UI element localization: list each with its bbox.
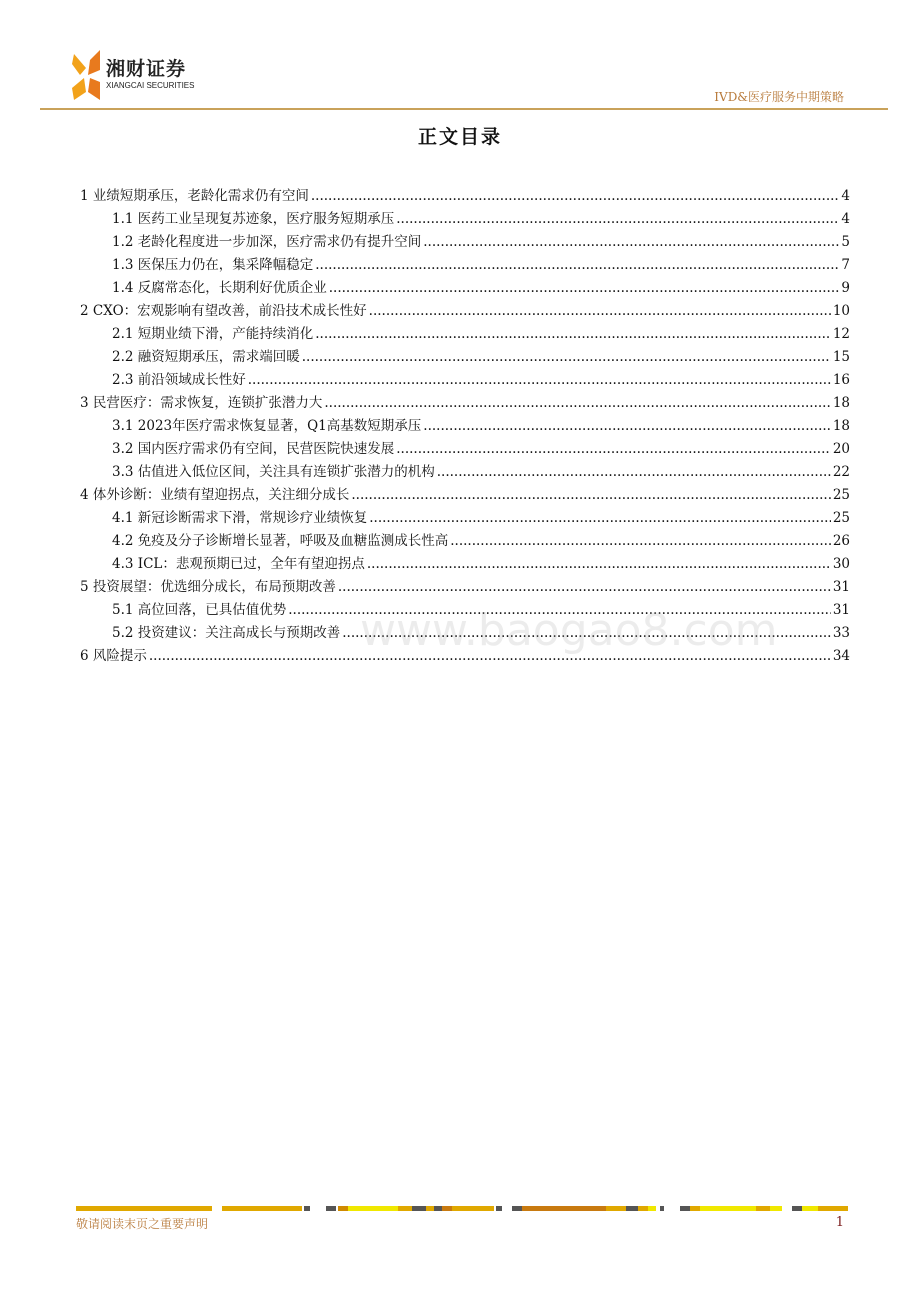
toc-entry[interactable]: [80, 184, 850, 207]
toc-leader-dots: [324, 395, 830, 411]
toc-leader-dots: [396, 441, 831, 457]
footer-decorative-bar: [76, 1206, 848, 1211]
toc-entry-page: 18: [832, 418, 850, 434]
toc-leader-dots: [369, 303, 831, 319]
toc-entry-label: 3.2 国内医疗需求仍有空间，民营医院快速发展: [112, 441, 395, 457]
toc-entry[interactable]: [80, 299, 850, 322]
toc-entry-page: 9: [841, 280, 850, 296]
toc-entry-page: 5: [841, 234, 850, 250]
toc-leader-dots: [369, 510, 831, 526]
page-number: 1: [835, 1215, 844, 1230]
toc-entry-page: 4: [841, 188, 850, 204]
toc-entry-label: 3.1 2023年医疗需求恢复显著，Q1高基数短期承压: [112, 418, 422, 434]
toc-entry[interactable]: [80, 552, 850, 575]
toc-entry-page: 33: [832, 625, 850, 641]
toc-entry[interactable]: [80, 529, 850, 552]
toc-entry[interactable]: [80, 391, 850, 414]
toc-entry-label: 2.3 前沿领域成长性好: [112, 372, 246, 388]
toc-leader-dots: [351, 487, 830, 503]
toc-entry-page: 10: [832, 303, 850, 319]
footer-disclaimer: 敬请阅读末页之重要声明: [76, 1217, 209, 1231]
toc-entry-label: 1 业绩短期承压，老龄化需求仍有空间: [80, 188, 309, 204]
toc-entry-label: 4.3 ICL：悲观预期已过，全年有望迎拐点: [112, 556, 365, 572]
toc-entry-page: 22: [832, 464, 850, 480]
toc-entry[interactable]: [80, 276, 850, 299]
toc-entry[interactable]: [80, 345, 850, 368]
toc-entry-label: 1.1 医药工业呈现复苏迹象，医疗服务短期承压: [112, 211, 395, 227]
toc-entry[interactable]: [80, 322, 850, 345]
page-title: 正文目录: [417, 126, 502, 148]
toc-leader-dots: [367, 556, 831, 572]
toc-entry-page: 26: [832, 533, 850, 549]
toc-entry-page: 12: [832, 326, 850, 342]
toc-entry[interactable]: [80, 575, 850, 598]
toc-entry-label: 3 民营医疗：需求恢复，连锁扩张潜力大: [80, 395, 323, 411]
toc-leader-dots: [423, 418, 831, 434]
toc-entry-page: 34: [832, 648, 850, 664]
toc-entry-label: 5.1 高位回落，已具估值优势: [112, 602, 287, 618]
toc-leader-dots: [450, 533, 831, 549]
logo-chinese-name: 湘财证券: [106, 58, 187, 80]
toc-entry-page: 20: [832, 441, 850, 457]
toc-entry-label: 2.1 短期业绩下滑，产能持续消化: [112, 326, 314, 342]
toc-entry[interactable]: [80, 506, 850, 529]
report-tag: IVD&医疗服务中期策略: [714, 90, 844, 104]
toc-leader-dots: [396, 211, 839, 227]
toc-entry-label: 5.2 投资建议：关注高成长与预期改善: [112, 625, 341, 641]
toc-leader-dots: [248, 372, 831, 388]
toc-entry-page: 31: [832, 602, 850, 618]
toc-entry[interactable]: [80, 414, 850, 437]
toc-entry-page: 4: [841, 211, 850, 227]
toc-entry-page: 30: [832, 556, 850, 572]
toc-entry-page: 25: [832, 510, 850, 526]
toc-entry-label: 1.2 老龄化程度进一步加深，医疗需求仍有提升空间: [112, 234, 422, 250]
toc-entry[interactable]: [80, 368, 850, 391]
toc-entry[interactable]: [80, 460, 850, 483]
toc-entry-label: 1.3 医保压力仍在，集采降幅稳定: [112, 257, 314, 273]
toc-entry-label: 3.3 估值进入低位区间，关注具有连锁扩张潜力的机构: [112, 464, 435, 480]
header-divider: [40, 108, 888, 110]
toc-entry-page: 25: [832, 487, 850, 503]
toc-entry-label: 2 CXO：宏观影响有望改善，前沿技术成长性好: [80, 303, 367, 319]
toc-entry-page: 16: [832, 372, 850, 388]
toc-leader-dots: [423, 234, 839, 250]
toc-leader-dots: [315, 326, 831, 342]
watermark: www.baogao8.com: [360, 605, 778, 656]
toc-entry-label: 1.4 反腐常态化，长期利好优质企业: [112, 280, 327, 296]
toc-entry-label: 4.2 免疫及分子诊断增长显著，呼吸及血糖监测成长性高: [112, 533, 449, 549]
toc-entry[interactable]: [80, 437, 850, 460]
toc-entry-page: 18: [832, 395, 850, 411]
toc-entry-label: 6 风险提示: [80, 648, 147, 664]
toc-entry[interactable]: [80, 483, 850, 506]
table-of-contents: [80, 184, 850, 667]
toc-entry-page: 31: [832, 579, 850, 595]
toc-entry-label: 5 投资展望：优选细分成长，布局预期改善: [80, 579, 336, 595]
toc-leader-dots: [338, 579, 831, 595]
toc-entry-label: 4.1 新冠诊断需求下滑，常规诊疗业绩恢复: [112, 510, 368, 526]
toc-leader-dots: [311, 188, 840, 204]
logo-mark-icon: [70, 48, 104, 102]
toc-entry-label: 2.2 融资短期承压，需求端回暖: [112, 349, 300, 365]
company-logo: [70, 48, 200, 102]
toc-entry[interactable]: [80, 230, 850, 253]
logo-english-name: XIANGCAI SECURITIES: [106, 81, 195, 90]
toc-entry-label: 4 体外诊断：业绩有望迎拐点，关注细分成长: [80, 487, 350, 503]
toc-entry[interactable]: [80, 207, 850, 230]
toc-entry[interactable]: [80, 253, 850, 276]
toc-leader-dots: [315, 257, 839, 273]
toc-entry-page: 15: [832, 349, 850, 365]
toc-leader-dots: [329, 280, 840, 296]
toc-leader-dots: [437, 464, 831, 480]
toc-leader-dots: [302, 349, 831, 365]
toc-entry-page: 7: [841, 257, 850, 273]
